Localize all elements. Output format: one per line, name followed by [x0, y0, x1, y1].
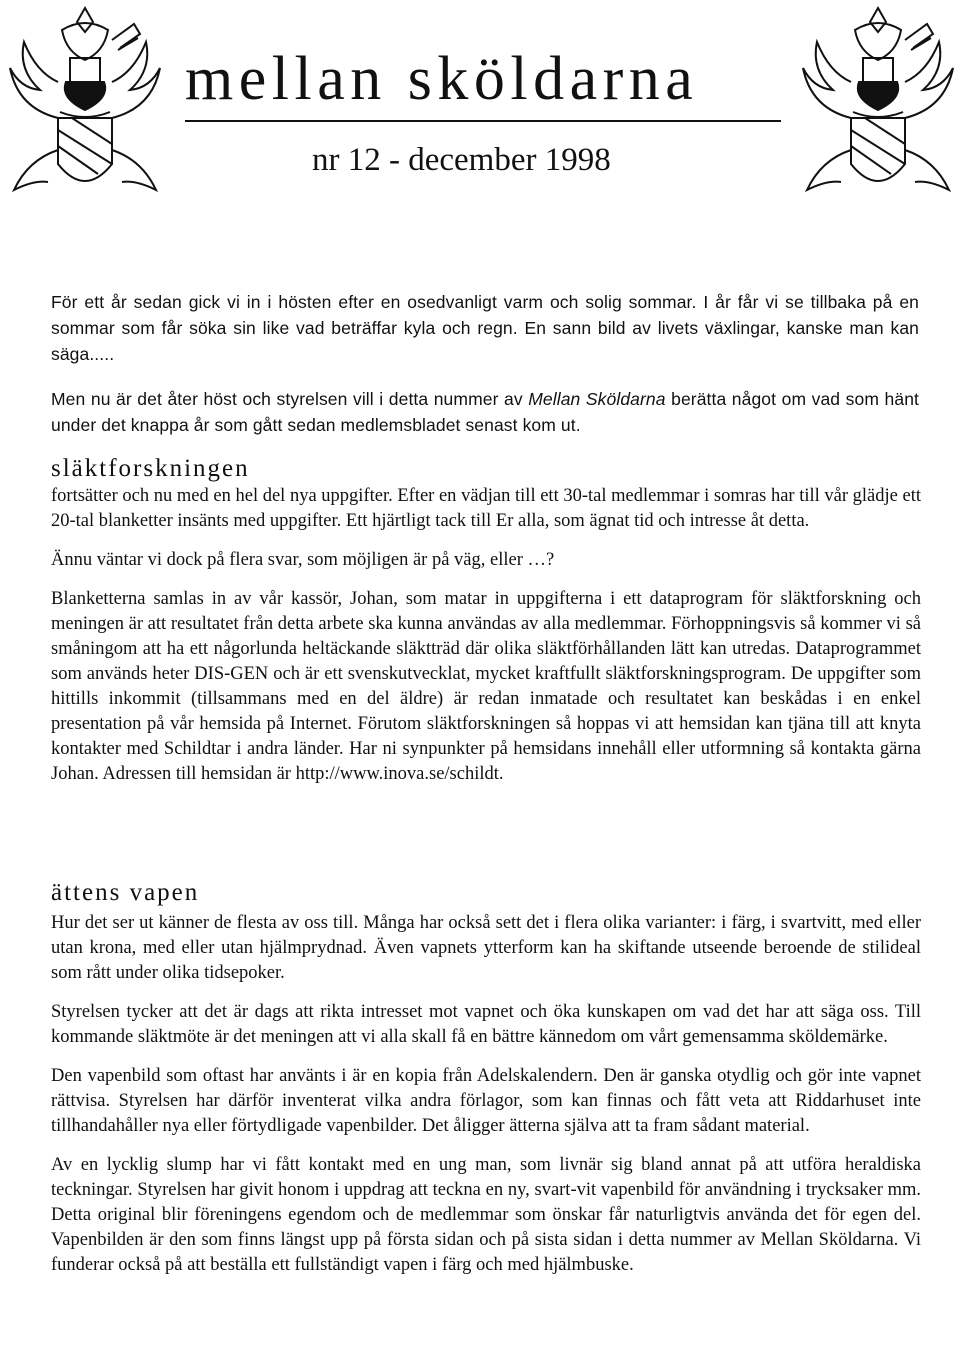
title-rule — [185, 120, 781, 122]
section-heading-arms: ättens vapen — [51, 879, 200, 906]
intro-section — [51, 289, 919, 457]
masthead — [185, 45, 785, 122]
newsletter-title: mellan sköldarna — [185, 45, 699, 113]
issue-line: nr 12 - december 1998 — [312, 142, 611, 178]
coat-of-arms-right — [793, 0, 960, 215]
intro-p2-start: Men nu är det åter höst och styrelsen vill i detta nummer av — [51, 389, 529, 409]
genealogy-section — [51, 454, 921, 801]
coat-of-arms-left — [0, 0, 170, 215]
coat-of-arms-section — [51, 878, 921, 1292]
arms-paragraph-4: Av en lycklig slump har vi fått kontakt med en ung man, som livnär sig bland annat på att utföra heraldiska teckningar. Styrelsen har givit honom i uppdrag att teckna en ny, svart-vit vapenbild för användning i trycksaker mm. Detta original blir föreningens egendom och de medlemmar som önskar får naturligtvis använda det för egen del. Vapenbilden är den som finns längst upp på första sidan och på sista sidan i detta nummer av Mellan Sköldarna. Vi funderar också på att beställa ett fullständigt vapen i färg och med hjälmbuske. — [51, 1155, 921, 1275]
intro-paragraph-2 — [51, 386, 919, 438]
arms-paragraph-2: Styrelsen tycker att det är dags att rikta intresset mot vapnet och öka kunskapen om vad det har att säga oss. Till kommande släktmöte är det meningen att vi alla skall få en bättre kännedom om vårt gemensamma sköldemärke. — [51, 1002, 921, 1047]
arms-paragraph-3: Den vapenbild som oftast har använts i är en kopia från Adelskalendern. Den är ganska otydlig och gör inte vapnet rättvisa. Styrelsen har därför inventerat vilka andra förlagor, som kan finnas och fått veta att Riddarhuset inte tillhandahåller nya eller förtydligade vapenbilder. Det åligger ätterna själva att ta fram sådant material. — [51, 1066, 921, 1136]
intro-p2-end: berätta något om vad som hänt under det knappa år som gått sedan medlemsbladet senast kom ut. — [51, 389, 919, 435]
arms-paragraph-1: Hur det ser ut känner de flesta av oss till. Många har också sett det i flera olika varianter: i färg, i svartvitt, med eller utan krona, med eller utan hjälmprydnad. Även vapnets ytterform kan ha skiftande utseende beroende de stilideal som rått under olika tidsepoker. — [51, 913, 921, 983]
genealogy-paragraph-1: fortsätter och nu med en hel del nya uppgifter. Efter en vädjan till ett 30-tal medlemmar i somras har till vår glädje ett 20-tal blanketter insänts med uppgifter. Ett hjärtligt tack till Er alla, som ägnat tid och intresse åt detta. — [51, 486, 921, 531]
intro-paragraph-1: För ett år sedan gick vi in i hösten efter en osedvanligt varm och solig sommar. I år får vi se tillbaka på en sommar som får söka sin like vad beträffar kyla och regn. En sann bild av livets växlingar, kanske man kan säga..... — [51, 292, 919, 364]
genealogy-paragraph-2: Ännu väntar vi dock på flera svar, som möjligen är på väg, eller …? — [51, 550, 555, 570]
genealogy-paragraph-3: Blanketterna samlas in av vår kassör, Johan, som matar in uppgifterna i ett dataprogram för släktforskning och meningen är att resultatet från detta arbete ska kunna användas av alla medlemmar. Förhoppningsvis så kommer vi så småningom att ha ett någorlunda heltäckande släktträd där olika släktförhållanden lätt kan utredas. Dataprogrammet som används heter DIS-GEN och är ett svenskutvecklat, mycket kraftfullt släktforskningsprogram. De uppgifter som hittills inkommit (tillsammans med en del äldre) är redan inmatade och resultatet kan beskådas i en enkel presentation på vår hemsida på Internet. Förutom släktforskningen så hoppas vi att hemsidan kan tjäna till att knyta kontakter med Schildtar i andra länder. Har ni synpunkter på hemsidans innehåll eller utformning så kontakta gärna Johan. Adressen till hemsidan är http://www.inova.se/schildt. — [51, 589, 921, 784]
section-heading-genealogy: släktforskningen — [51, 455, 250, 482]
newsletter-name: Mellan Sköldarna — [528, 389, 666, 409]
